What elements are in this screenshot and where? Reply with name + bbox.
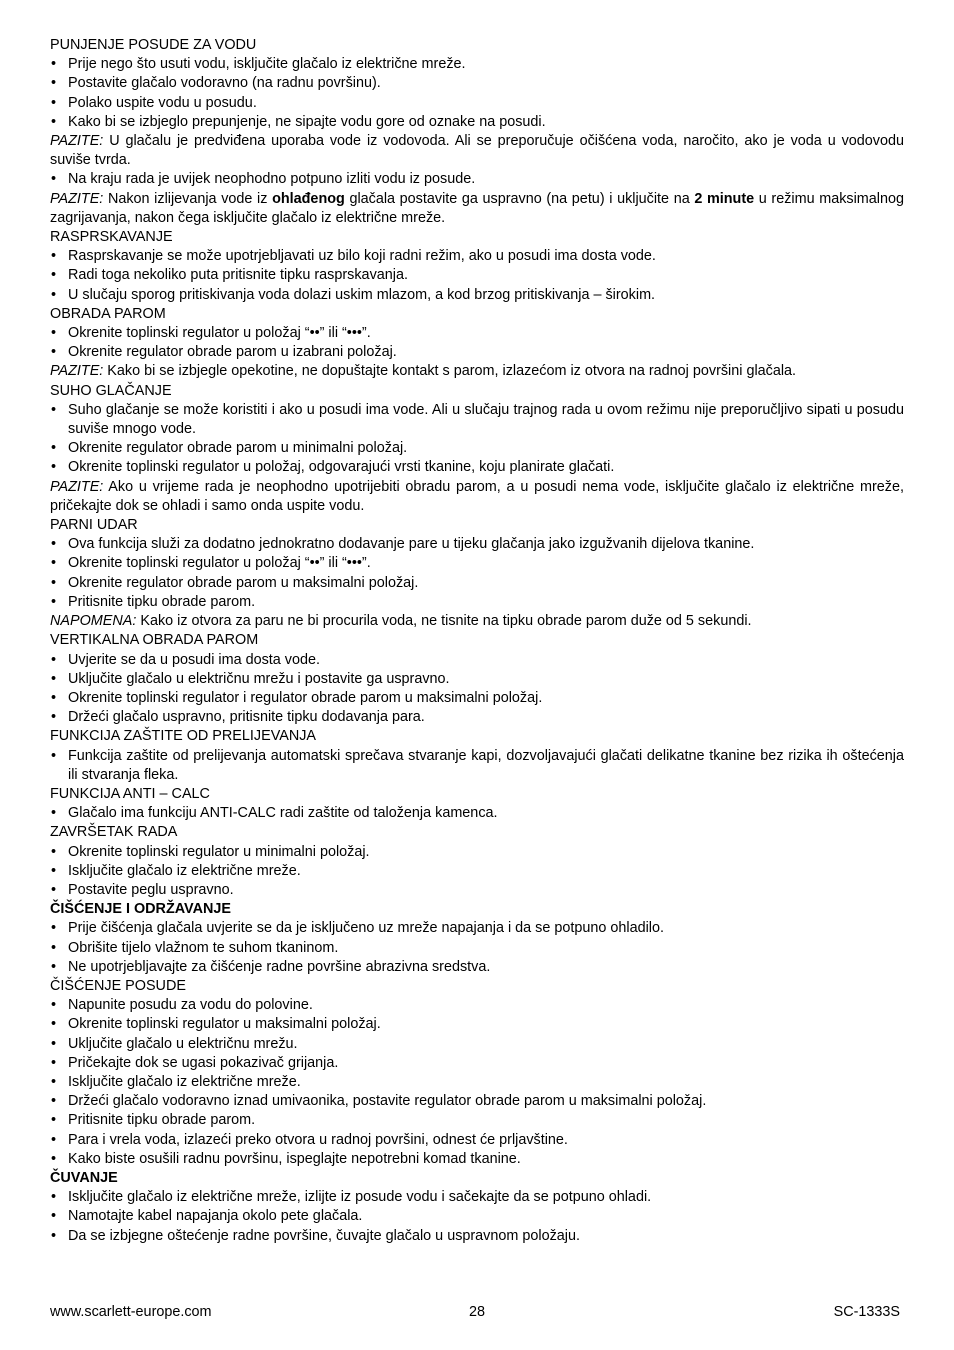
- note-text: Kako iz otvora za paru ne bi procurila voda, ne tisnite na tipku obrade parom duže od 5 sekundi.: [136, 613, 752, 630]
- note-text: u režimu maksimalnog zagrijavanja, nakon čega isključite glačalo iz električne mreže.: [50, 190, 904, 226]
- warning-note: [50, 478, 904, 516]
- note-text: Nakon izlijevanja vode iz: [103, 190, 273, 207]
- note-text: Ako u vrijeme rada je neophodno upotrijebiti obradu parom, a u posudi nema vode, isključite glačalo iz električne mreže, pričekajte dok se ohladi i samo onda uspite vodu.: [50, 478, 904, 514]
- section-heading-storage: ČUVANJE: [50, 1169, 118, 1186]
- list-item: • Držeći glačalo vodoravno iznad umivaonika, postavite regulator obrade parom u maksimalni položaj.: [50, 1092, 904, 1111]
- list-item: • Para i vrela voda, izlazeći preko otvora u radnoj površini, odnest će prljavštine.: [50, 1131, 904, 1150]
- section-heading-anti-drip: FUNKCIJA ZAŠTITE OD PRELIJEVANJA: [50, 728, 317, 745]
- section-heading-tank-cleaning: ČIŠĆENJE POSUDE: [50, 977, 186, 994]
- note-text: U glačalu je predviđena uporaba vode iz vodovoda. Ali se preporučuje očišćena voda, naročito, ako je voda u vodovodu suviše tvrda.: [50, 133, 904, 169]
- list-item: • Okrenite toplinski regulator u položaj “••” ili “•••”.: [50, 554, 904, 573]
- footer-model: SC-1333S: [833, 1304, 900, 1320]
- note-text: Kako bi se izbjegle opekotine, ne dopuštajte kontakt s parom, izlazećom iz otvora na radnoj površini glačala.: [103, 363, 797, 380]
- list-item: • Uključite glačalo u električnu mrežu i postavite ga uspravno.: [50, 670, 904, 689]
- note-emphasis: ohlađenog: [272, 190, 345, 207]
- list-item: • Isključite glačalo iz električne mreže.: [50, 1073, 904, 1092]
- list-item: • Okrenite toplinski regulator u položaj, odgovarajući vrsti tkanine, koju planirate glačati.: [50, 458, 904, 477]
- note-label: PAZITE:: [50, 478, 104, 495]
- list-item: • Na kraju rada je uvijek neophodno potpuno izliti vodu iz posude.: [50, 170, 904, 189]
- list-item: • Rasprskavanje se može upotrjebljavati uz bilo koji radni režim, ako u posudi ima dosta vode.: [50, 247, 904, 266]
- list-item: • Polako uspite vodu u posudu.: [50, 94, 904, 113]
- list-item: • Da se izbjegne oštećenje radne površine, čuvajte glačalo u uspravnom položaju.: [50, 1227, 904, 1246]
- section-heading-anti-calc: FUNKCIJA ANTI – CALC: [50, 785, 210, 802]
- list-item: • Namotajte kabel napajanja okolo pete glačala.: [50, 1207, 904, 1226]
- list-item: • Napunite posudu za vodu do polovine.: [50, 996, 904, 1015]
- list-item: • Okrenite toplinski regulator u minimalni položaj.: [50, 843, 904, 862]
- list-item: • Uvjerite se da u posudi ima dosta vode.: [50, 651, 904, 670]
- list-item: • Kako biste osušili radnu površinu, ispeglajte nepotrebni komad tkanine.: [50, 1150, 904, 1169]
- list-item: • Držeći glačalo uspravno, pritisnite tipku dodavanja para.: [50, 708, 904, 727]
- list-item: • Okrenite regulator obrade parom u izabrani položaj.: [50, 343, 904, 362]
- list-item: • Isključite glačalo iz električne mreže, izlijte iz posude vodu i sačekajte da se potpuno ohladi.: [50, 1188, 904, 1207]
- info-note: [50, 612, 904, 631]
- section-heading-vertical-steam: VERTIKALNA OBRADA PAROM: [50, 632, 259, 649]
- section-heading-cleaning: ČIŠĆENJE I ODRŽAVANJE: [50, 901, 231, 918]
- note-label: PAZITE:: [50, 363, 104, 380]
- warning-note: [50, 362, 904, 381]
- list-item: • Glačalo ima funkciju ANTI-CALC radi zaštite od taloženja kamenca.: [50, 804, 904, 823]
- list-item: • Suho glačanje se može koristiti i ako u posudi ima vode. Ali u slučaju trajnog rada u ovom režimu nije preporučljivo sipati u posudu suviše mnogo vode.: [50, 401, 904, 439]
- list-item: • Okrenite toplinski regulator u položaj “••” ili “•••”.: [50, 324, 904, 343]
- list-item: • Pričekajte dok se ugasi pokazivač grijanja.: [50, 1054, 904, 1073]
- list-item: • Kako bi se izbjeglo prepunjenje, ne sipajte vodu gore od oznake na posudi.: [50, 113, 904, 132]
- footer-page-number: 28: [468, 1304, 485, 1320]
- list-item: • Okrenite toplinski regulator u maksimalni položaj.: [50, 1015, 904, 1034]
- warning-note: [50, 190, 904, 228]
- note-label: NAPOMENA:: [50, 613, 137, 630]
- note-label: PAZITE:: [50, 190, 104, 207]
- list-item: • Radi toga nekoliko puta pritisnite tipku rasprskavanja.: [50, 266, 904, 285]
- list-item: • Postavite glačalo vodoravno (na radnu površinu).: [50, 74, 904, 93]
- list-item: • Okrenite regulator obrade parom u minimalni položaj.: [50, 439, 904, 458]
- list-item: • Ne upotrjebljavajte za čišćenje radne površine abrazivna sredstva.: [50, 958, 904, 977]
- list-item: • Pritisnite tipku obrade parom.: [50, 593, 904, 612]
- section-heading-steam: OBRADA PAROM: [50, 305, 166, 322]
- list-item: • Obrišite tijelo vlažnom te suhom tkaninom.: [50, 939, 904, 958]
- section-heading-dry-ironing: SUHO GLAČANJE: [50, 382, 172, 399]
- page-content: [50, 36, 904, 1246]
- note-label: PAZITE:: [50, 133, 104, 150]
- note-text: glačala postavite ga uspravno (na petu) i uključite na: [344, 190, 695, 207]
- section-heading-spray: RASPRSKAVANJE: [50, 229, 173, 246]
- section-heading-water-filling: PUNJENJE POSUDE ZA VODU: [50, 37, 257, 53]
- list-item: • Prije nego što usuti vodu, isključite glačalo iz električne mreže.: [50, 55, 904, 74]
- list-item: • Postavite peglu uspravno.: [50, 881, 904, 900]
- list-item: • Pritisnite tipku obrade parom.: [50, 1111, 904, 1130]
- section-heading-end-of-work: ZAVRŠETAK RADA: [50, 824, 178, 841]
- list-item: • Uključite glačalo u električnu mrežu.: [50, 1035, 904, 1054]
- section-heading-steam-burst: PARNI UDAR: [50, 517, 138, 534]
- list-item: • Prije čišćenja glačala uvjerite se da je isključeno uz mreže napajanja i da se potpuno ohladilo.: [50, 919, 904, 938]
- note-emphasis: 2 minute: [694, 190, 755, 207]
- list-item: • Isključite glačalo iz električne mreže.: [50, 862, 904, 881]
- list-item: • U slučaju sporog pritiskivanja voda dolazi uskim mlazom, a kod brzog pritiskivanja – širokim.: [50, 286, 904, 305]
- list-item: • Funkcija zaštite od prelijevanja automatski sprečava stvaranje kapi, dozvoljavajući glačati delikatne tkanine bez rizika ih oštećenja ili stvaranja fleka.: [50, 747, 904, 785]
- warning-note: [50, 132, 904, 170]
- footer-website: www.scarlett-europe.com: [50, 1304, 212, 1320]
- list-item: • Okrenite regulator obrade parom u maksimalni položaj.: [50, 574, 904, 593]
- list-item: • Ova funkcija služi za dodatno jednokratno dodavanje pare u tijeku glačanja jako izgužvanih dijelova tkanine.: [50, 535, 904, 554]
- list-item: • Okrenite toplinski regulator i regulator obrade parom u maksimalni položaj.: [50, 689, 904, 708]
